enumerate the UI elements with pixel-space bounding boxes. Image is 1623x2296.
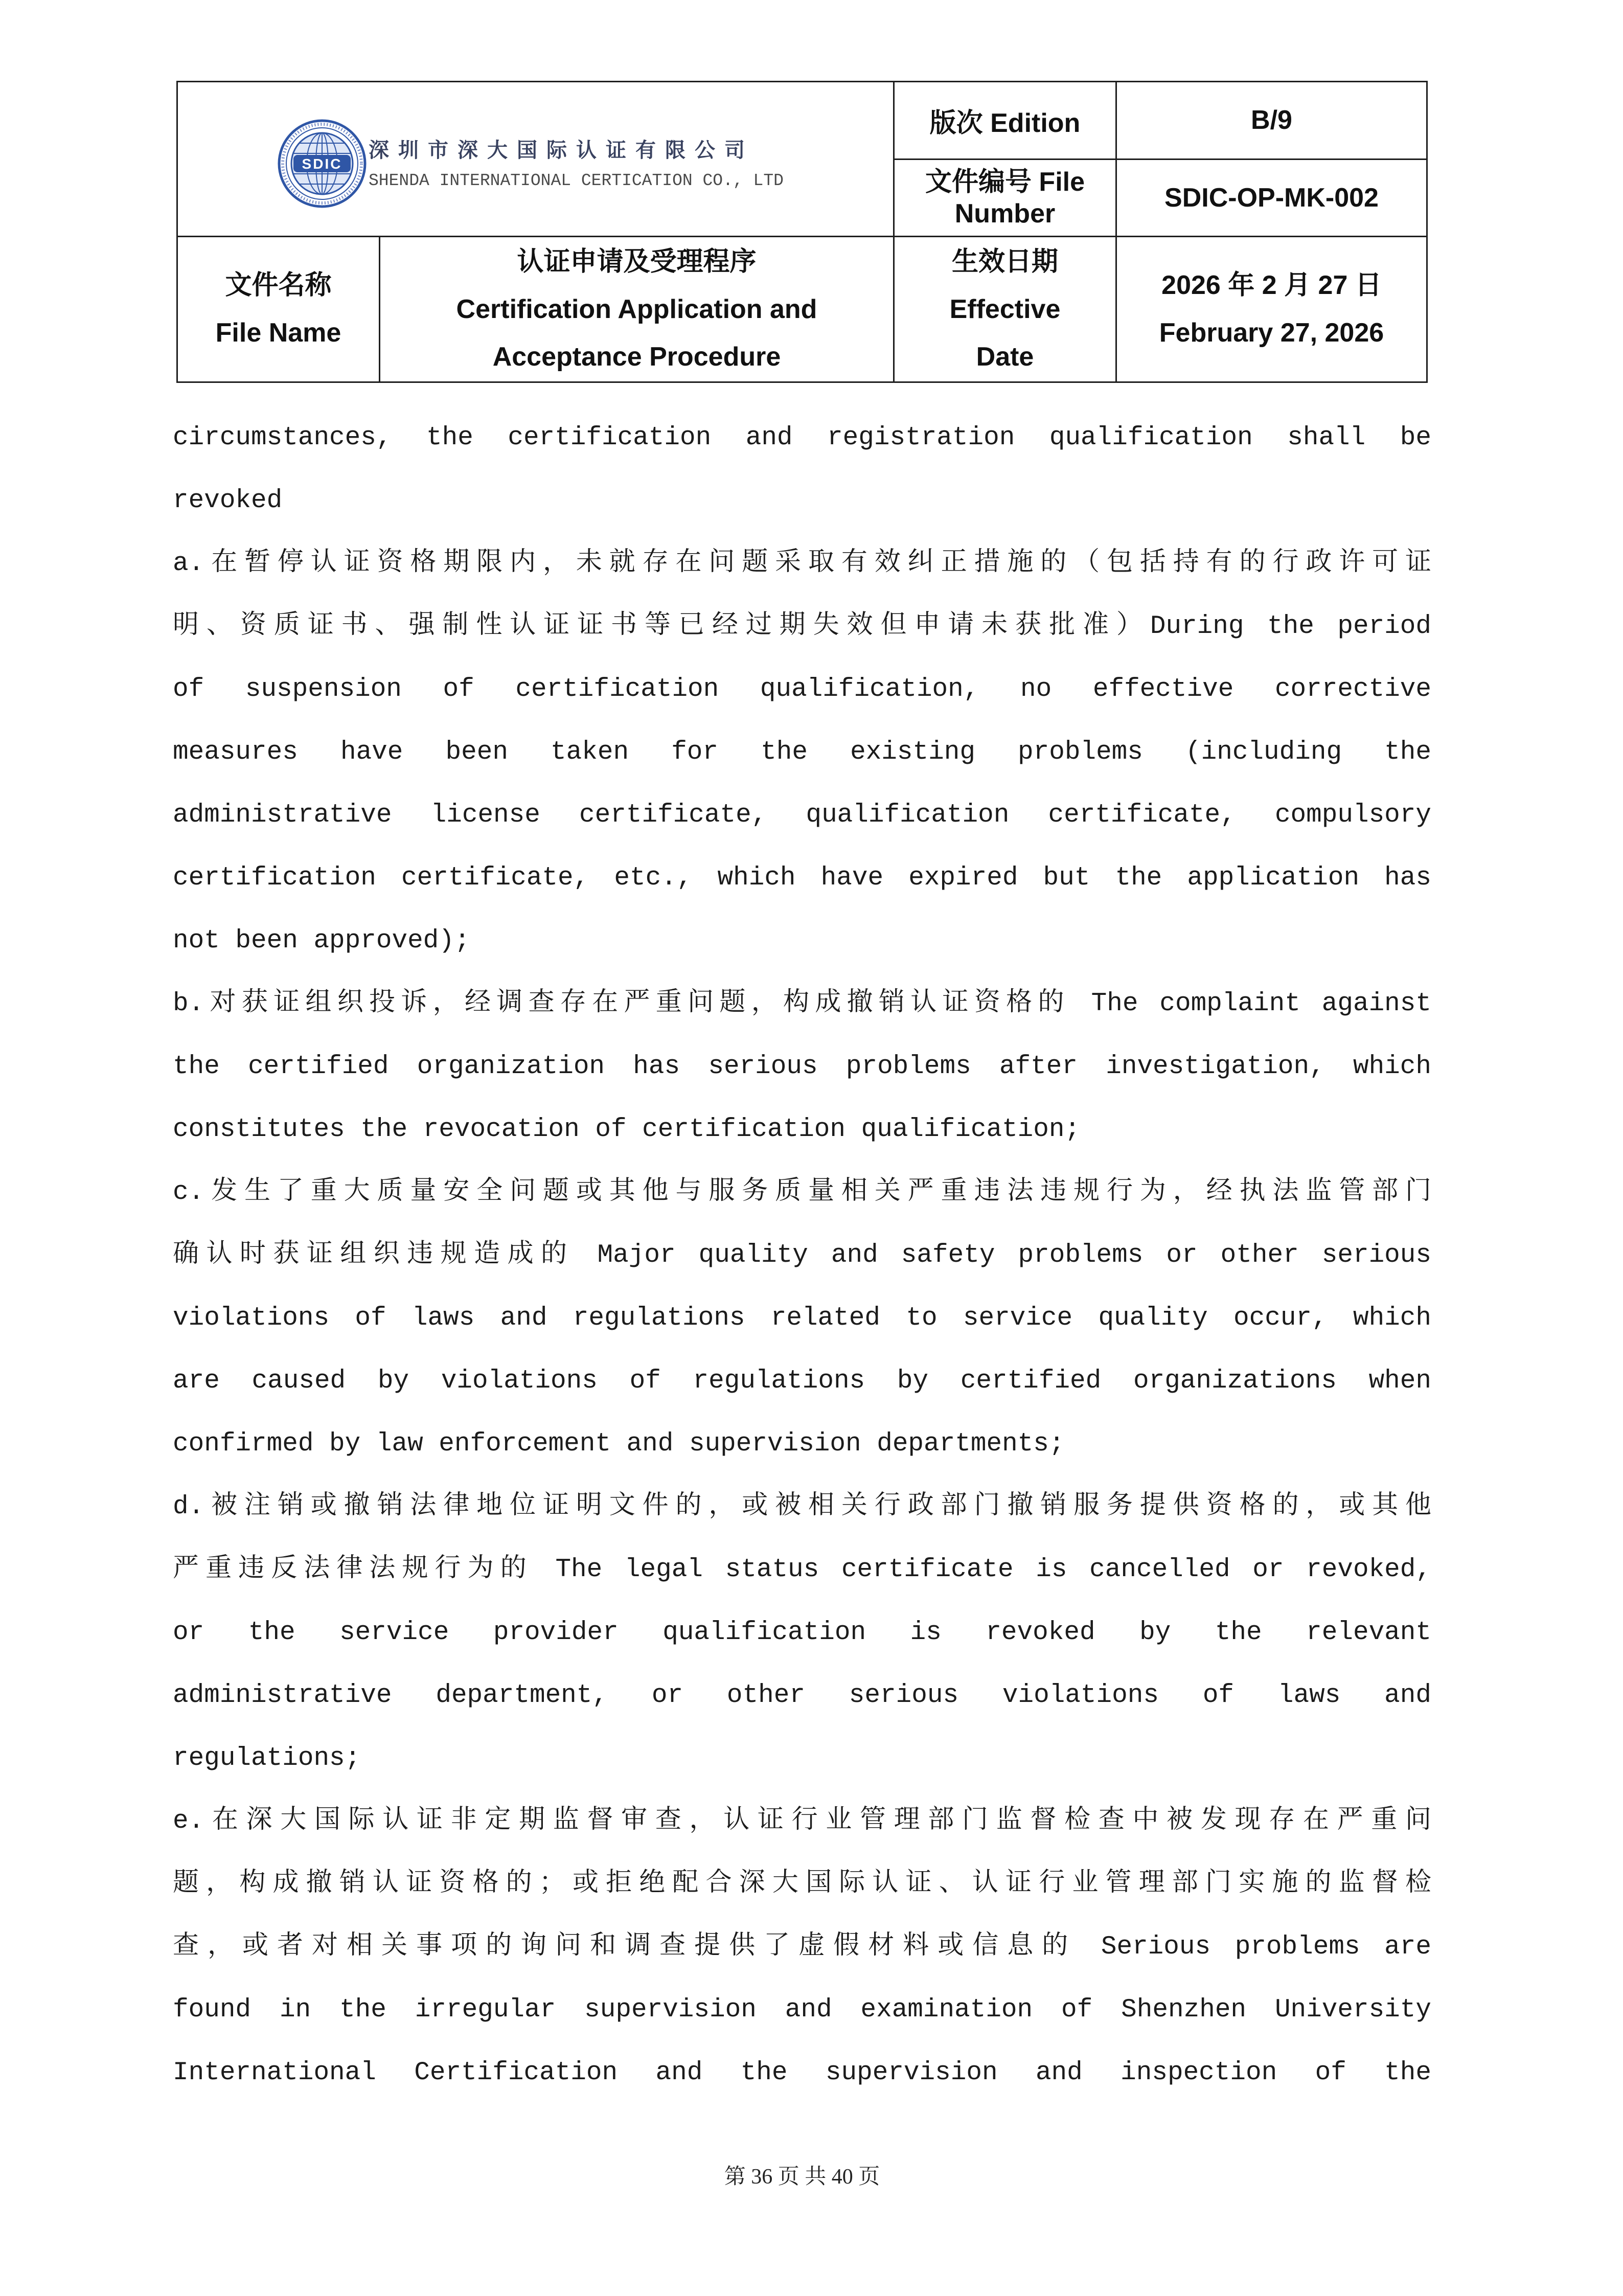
body-paragraph xyxy=(173,406,1431,532)
body-line: a.在暂停认证资格期限内，未就存在问题采取有效纠正措施的（包括持有的行政许可证 xyxy=(173,549,1431,578)
edition-label: 版次 Edition xyxy=(894,82,1116,160)
file-name-value xyxy=(380,237,894,382)
company-name-en: SHENDA INTERNATIONAL CERTICATION CO., LTD xyxy=(369,171,784,190)
body-line: administrative license certificate, qualification certificate, compulsory xyxy=(173,801,1431,830)
body-line: or the service provider qualification is revoked by the relevant xyxy=(173,1618,1431,1647)
body-paragraph xyxy=(173,532,1431,972)
body-line: of suspension of certification qualification, no effective corrective xyxy=(173,675,1431,704)
body-line: regulations; xyxy=(173,1744,361,1773)
body-line: administrative department, or other serious violations of laws and xyxy=(173,1681,1431,1710)
file-name-label-line: File Name xyxy=(215,318,341,348)
body-line: measures have been taken for the existing problems (including the xyxy=(173,738,1431,767)
file-number-label-line: 文件编号 File xyxy=(925,167,1085,197)
header-row-file-name xyxy=(177,237,1427,382)
edition-value: B/9 xyxy=(1116,82,1427,160)
header-row-edition xyxy=(177,82,1427,160)
effective-date-value xyxy=(1116,237,1427,382)
body-line: International Certification and the supervision and inspection of the xyxy=(173,2058,1431,2087)
body-line: certification certificate, etc., which have expired but the application has xyxy=(173,863,1431,893)
document-header-table xyxy=(176,81,1428,383)
body-line: revoked xyxy=(173,486,283,515)
body-line: c.发生了重大质量安全问题或其他与服务质量相关严重违法违规行为，经执法监管部门 xyxy=(173,1178,1431,1207)
file-name-label xyxy=(177,237,380,382)
document-title-en: Certification Application and xyxy=(456,294,817,324)
effective-date-label-line: Date xyxy=(976,342,1034,372)
body-line: 确认时获证组织违规造成的 Major quality and safety problems or other serious xyxy=(173,1241,1431,1270)
body-paragraph xyxy=(173,1475,1431,1790)
file-name-label-line: 文件名称 xyxy=(225,270,332,300)
effective-date-label-line: 生效日期 xyxy=(951,246,1058,277)
body-line: not been approved); xyxy=(173,926,470,956)
body-line: violations of laws and regulations related to service quality occur, which xyxy=(173,1304,1431,1333)
body-line: e.在深大国际认证非定期监督审查，认证行业管理部门监督检查中被发现存在严重问 xyxy=(173,1807,1431,1836)
body-line: d.被注销或撤销法律地位证明文件的，或被相关行政部门撤销服务提供资格的，或其他 xyxy=(173,1492,1431,1521)
effective-date-cn: 2026 年 2 月 27 日 xyxy=(1161,270,1382,300)
file-number-label-line: Number xyxy=(954,198,1056,229)
body-line: confirmed by law enforcement and supervision departments; xyxy=(173,1429,1065,1459)
body-paragraph xyxy=(173,972,1431,1161)
document-title-en: Acceptance Procedure xyxy=(492,342,781,372)
body-line: 查，或者对相关事项的询问和调查提供了虚假材料或信息的 Serious problems are xyxy=(173,1933,1431,1962)
file-number-value: SDIC-OP-MK-002 xyxy=(1116,159,1427,237)
body-text xyxy=(173,406,1431,2104)
company-emblem-icon xyxy=(277,119,367,209)
effective-date-label-line: Effective xyxy=(949,294,1061,324)
body-paragraph xyxy=(173,1161,1431,1475)
page-number-footer: 第 36 页 共 40 页 xyxy=(724,2165,880,2189)
company-logo xyxy=(178,82,893,236)
body-line: 明、资质证书、强制性认证证书等已经过期失效但申请未获批准）During the period xyxy=(173,612,1431,641)
body-line: the certified organization has serious problems after investigation, which xyxy=(173,1052,1431,1081)
emblem-lettering: SDIC xyxy=(302,156,342,172)
effective-date-en: February 27, 2026 xyxy=(1159,318,1384,348)
body-paragraph xyxy=(173,1790,1431,2104)
body-line: 严重违反法律法规行为的 The legal status certificate is cancelled or revoked, xyxy=(173,1555,1431,1584)
body-line: circumstances, the certification and registration qualification shall be xyxy=(173,423,1431,452)
document-title-cn: 认证申请及受理程序 xyxy=(517,246,757,277)
effective-date-label xyxy=(894,237,1116,382)
logo-cell xyxy=(177,82,894,237)
body-line: b.对获证组织投诉，经调查存在严重问题，构成撤销认证资格的 The complaint against xyxy=(173,989,1431,1018)
file-number-label xyxy=(894,159,1116,237)
body-line: found in the irregular supervision and examination of Shenzhen University xyxy=(173,1995,1431,2025)
body-line: are caused by violations of regulations by certified organizations when xyxy=(173,1367,1431,1396)
body-line: constitutes the revocation of certification qualification; xyxy=(173,1115,1081,1144)
body-line: 题，构成撤销认证资格的；或拒绝配合深大国际认证、认证行业管理部门实施的监督检 xyxy=(173,1870,1431,1899)
company-name-cn: 深圳市深大国际认证有限公司 xyxy=(369,139,754,162)
